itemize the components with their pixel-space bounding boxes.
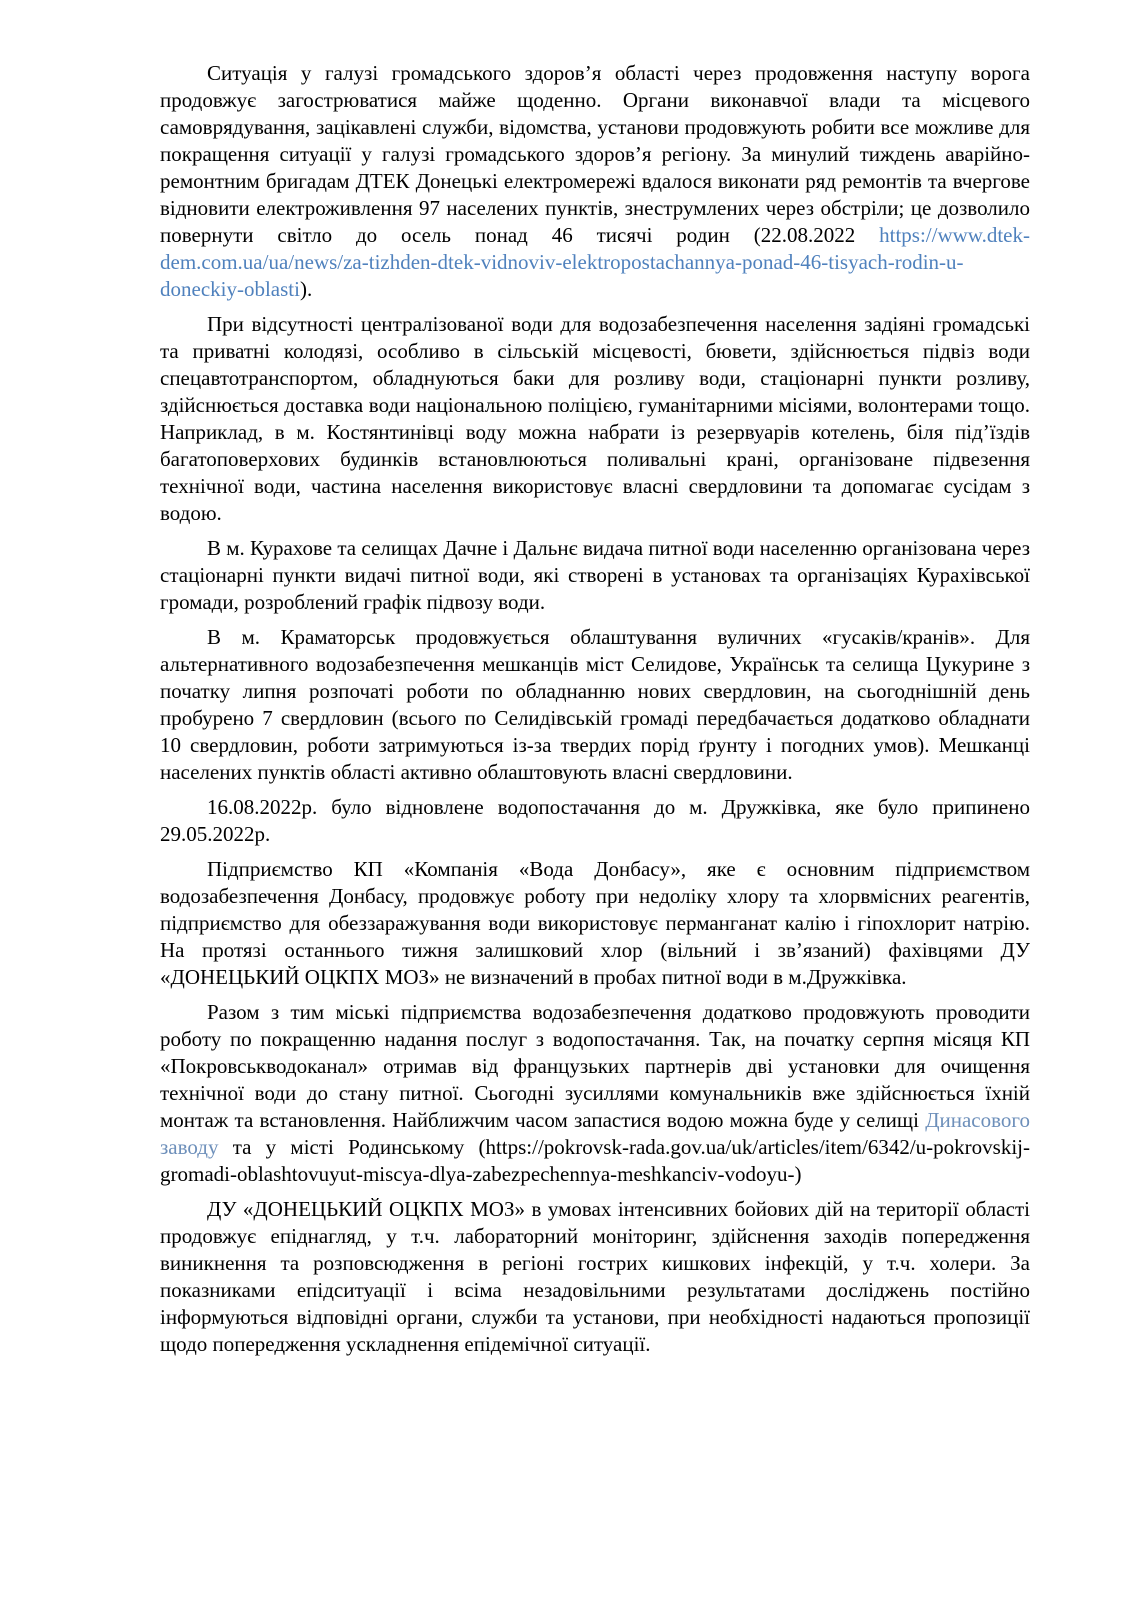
paragraph-text: В м. Краматорськ продовжується облаштування вуличних «гусаків/кранів». Для альтернативного водозабезпечення мешканців міст Селидове, Українськ та селища Цукурине з початку липня розпочаті роботи по обладнанню нових свердловин, на сьогоднішній день пробурено 7 свердловин (всього по Селидівській громаді передбачається додатково обладнати 10 свердловин, роботи затримуються із-за твердих порід ґрунту і погодних умов). Мешканці населених пунктів області активно облаштовують власні свердловини. [160,625,1030,784]
paragraph-pokrovsk-water-units [160,999,1030,1188]
paragraph-text: Підприємство КП «Компанія «Вода Донбасу», яке є основним підприємством водозабезпечення Донбасу, продовжує роботу при недоліку хлору та хлорвмісних реагентів, підприємство для обеззаражування води використовує перманганат калію і гіпохлорит натрію. На протязі останнього тижня залишковий хлор (вільний і зв’язаний) фахівцями ДУ «ДОНЕЦЬКИЙ ОЦКПХ МОЗ» не визначений в пробах питної води в м.Дружківка. [160,857,1030,989]
paragraph-text: ДУ «ДОНЕЦЬКИЙ ОЦКПХ МОЗ» в умовах інтенсивних бойових дій на території області продовжує епіднагляд, у т.ч. лабораторний моніторинг, здійснення заходів попередження виникнення та розповсюдження в регіоні гострих кишкових інфекцій, у т.ч. холери. За показниками епідситуації і всіма незадовільними результатами досліджень постійно інформуються відповідні органи, служби та установи, при необхідності надаються пропозиції щодо попередження ускладнення епідемічної ситуації. [160,1197,1030,1356]
paragraph-public-health-situation [160,60,1030,303]
dinasovogo-zavodu-hyperlink[interactable]: Динасового заводу [160,1108,1030,1159]
paragraph-druzhkivka-water-restored [160,794,1030,848]
paragraph-text: Ситуація у галузі громадського здоров’я області через продовження наступу ворога продовжує загострюватися майже щоденно. Органи виконавчої влади та місцевого самоврядування, зацікавлені служби, відомства, установи продовжують робити все можливе для покращення ситуації у галузі громадського здоров’я регіону. За минулий тиждень аварійно-ремонтним бригадам ДТЕК Донецькі електромережі вдалося виконати ряд ремонтів та вчергове відновити електроживлення 97 населених пунктів, знеструмлених через обстріли; це дозволило повернути світло до осель понад 46 тисячі родин (22.08.2022 [160,61,1030,247]
paragraph-text: В м. Курахове та селищах Дачне і Дальнє видача питної води населенню організована через стаціонарні пункти видачі питної води, які створені в установах та організаціях Курахівської громади, розроблений графік підвозу води. [160,536,1031,614]
paragraph-kramatorsk-wells [160,624,1030,786]
paragraph-epidemic-surveillance [160,1196,1030,1358]
dtek-news-hyperlink[interactable]: https://www.dtek-dem.com.ua/ua/news/za-tizhden-dtek-vidnoviv-elektropostachannya-ponad-46-tisyach-rodin-u-doneckiy-oblasti [160,223,1030,301]
paragraph-kurakhove-water-distribution [160,535,1030,616]
paragraph-text: та у місті Родинському (https://pokrovsk-rada.gov.ua/uk/articles/item/6342/u-pokrovskij-gromadi-oblashtovuyut-miscya-dlya-zabezpechennya-meshkanciv-vodoyu-) [160,1135,1030,1186]
paragraph-voda-donbasu-chlorine [160,856,1030,991]
paragraph-text: При відсутності централізованої води для водозабезпечення населення задіяні громадські та приватні колодязі, особливо в сільській місцевості, бювети, здійснюється підвіз води спецавтотранспортом, обладнуються баки для розливу води, стаціонарні пункти розливу, здійснюється доставка води національною поліцією, гуманітарними місіями, волонтерами тощо. Наприклад, в м. Костянтинівці воду можна набрати із резервуарів котелень, біля під’їздів багатоповерхових будинків встановлюються поливальні крані, організоване підвезення технічної води, частина населення використовує власні свердловини та допомагає сусідам з водою. [160,312,1030,525]
paragraph-text: 16.08.2022р. було відновлене водопостачання до м. Дружківка, яке було припинено 29.05.2022р. [160,795,1030,846]
paragraph-text: Разом з тим міські підприємства водозабезпечення додатково продовжують проводити роботу по покращенню надання послуг з водопостачання. Так, на початку серпня місяця КП «Покровськводоканал» отримав від французьких партнерів дві установки для очищення технічної води до стану питної. Сьогодні зусиллями комунальників вже здійснюється їхній монтаж та встановлення. Найближчим часом запастися водою можна буде у селищі [160,1000,1030,1132]
paragraph-water-supply-measures [160,311,1030,527]
paragraph-text: ). [299,277,313,301]
